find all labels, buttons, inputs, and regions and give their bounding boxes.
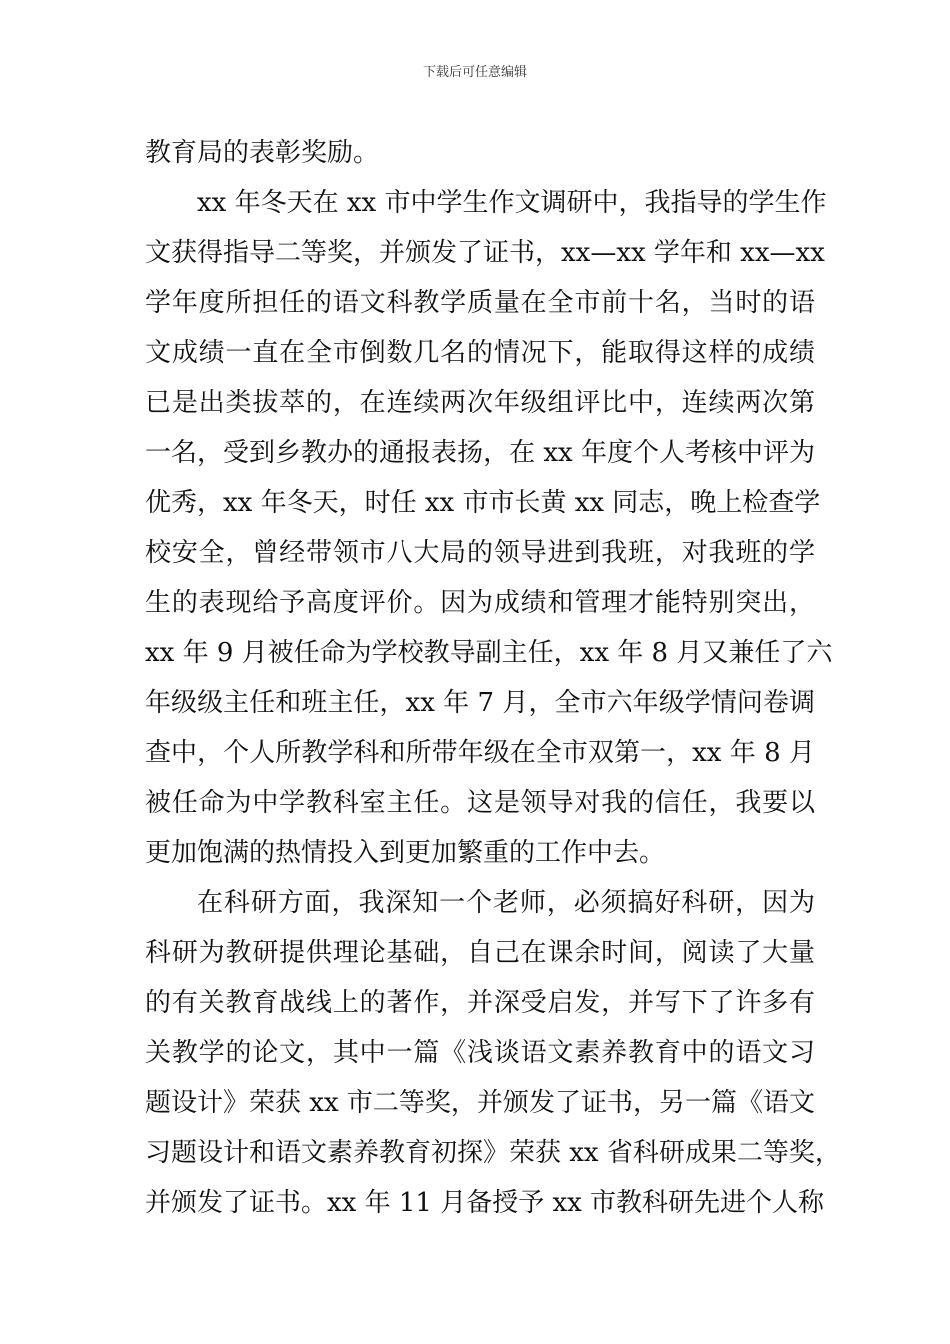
text-line: 年级级主任和班主任，xx 年 7 月，全市六年级学情问卷调 — [145, 688, 815, 718]
paragraph-start-line: xx 年冬天在 xx 市中学生作文调研中，我指导的学生作 — [197, 188, 827, 218]
text-line: 一名，受到乡教办的通报表扬，在 xx 年度个人考核中评为 — [145, 438, 815, 468]
text-line: 并颁发了证书。xx 年 11 月备授予 xx 市教科研先进个人称 — [145, 1188, 825, 1218]
text-line: 教育局的表彰奖励。 — [145, 138, 380, 168]
text-line: 校安全，曾经带领市八大局的领导进到我班，对我班的学 — [145, 538, 815, 568]
paragraph-start-line: 在科研方面，我深知一个老师，必须搞好科研，因为 — [197, 888, 815, 918]
text-line: 生的表现给予高度评价。因为成绩和管理才能特别突出， — [145, 588, 815, 618]
text-line: 优秀，xx 年冬天，时任 xx 市市长黄 xx 同志，晚上检查学 — [145, 488, 821, 518]
text-line: 习题设计和语文素养教育初探》荣获 xx 省科研成果二等奖， — [145, 1138, 841, 1168]
text-line: 关教学的论文，其中一篇《浅谈语文素养教育中的语文习 — [145, 1038, 815, 1068]
text-line: 学年度所担任的语文科教学质量在全市前十名，当时的语 — [145, 288, 815, 318]
text-line: 的有关教育战线上的著作，并深受启发，并写下了许多有 — [145, 988, 815, 1018]
document-body — [145, 128, 841, 1228]
paragraph-end-line: 更加饱满的热情投入到更加繁重的工作中去。 — [145, 838, 666, 868]
text-line: 科研为教研提供理论基础，自己在课余时间，阅读了大量 — [145, 938, 815, 968]
page-header: 下载后可任意编辑 — [422, 65, 527, 80]
text-line: 查中，个人所教学科和所带年级在全市双第一，xx 年 8 月 — [145, 738, 815, 768]
text-line: 文获得指导二等奖，并颁发了证书，xx—xx 学年和 xx—xx — [145, 238, 825, 268]
text-line: 已是出类拔萃的，在连续两次年级组评比中，连续两次第 — [145, 388, 815, 418]
text-line: 题设计》荣获 xx 市二等奖，并颁发了证书，另一篇《语文 — [145, 1088, 815, 1118]
text-line: xx 年 9 月被任命为学校教导副主任，xx 年 8 月又兼任了六 — [145, 638, 833, 668]
text-line: 被任命为中学教科室主任。这是领导对我的信任，我要以 — [145, 788, 815, 818]
text-line: 文成绩一直在全市倒数几名的情况下，能取得这样的成绩 — [145, 338, 815, 368]
